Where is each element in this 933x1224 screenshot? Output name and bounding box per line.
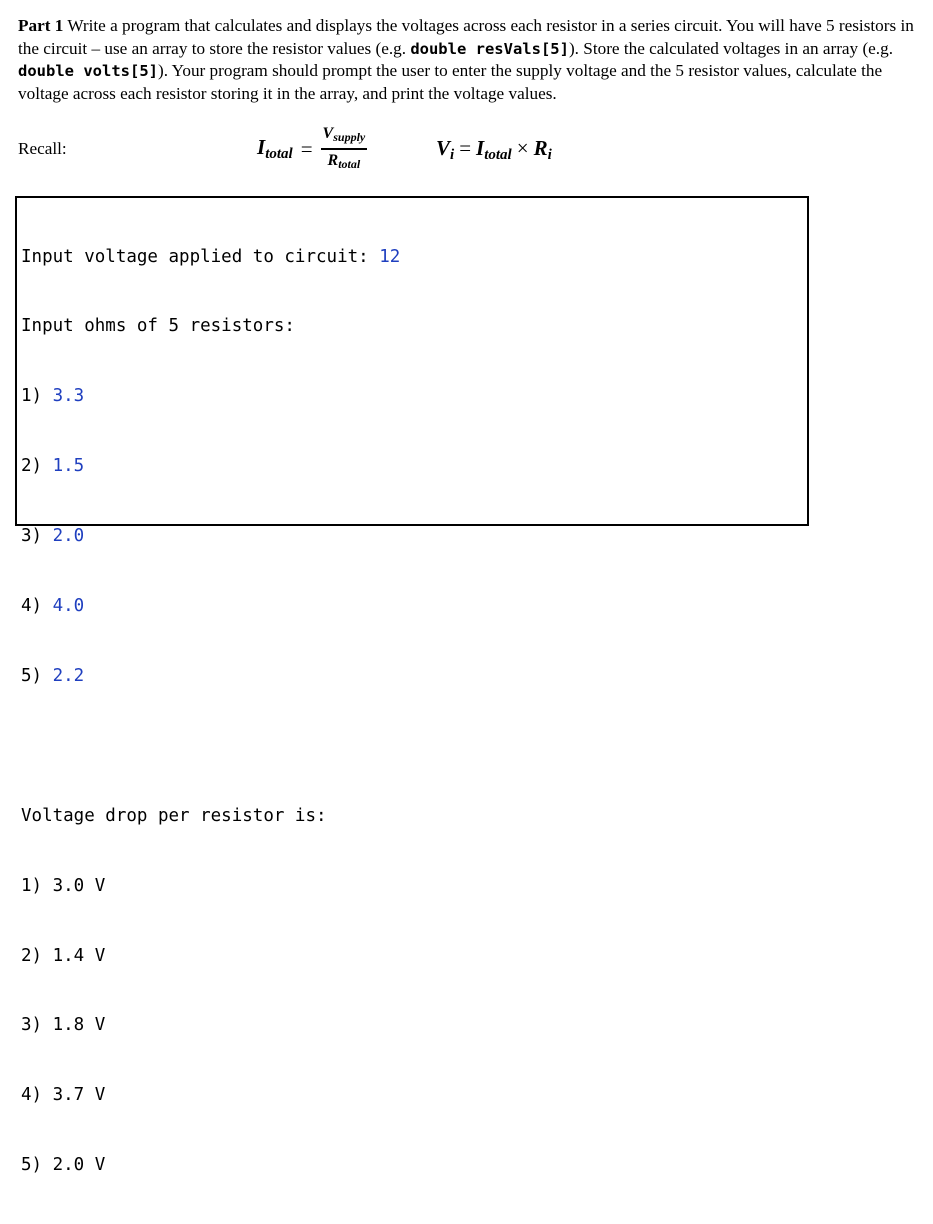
resistor-value: 3.3 — [52, 386, 85, 407]
fraction-numerator: $V_{supply}$ — [322, 125, 366, 145]
equals-sign-2: = — [459, 136, 472, 160]
voltage-drop-line: 4) 3.7 V — [21, 1085, 106, 1106]
blank-line — [21, 735, 400, 758]
voltage-drop-header: Voltage drop per resistor is: — [21, 805, 327, 826]
voltage-drop-line: 1) 3.0 V — [21, 875, 106, 896]
resistance-symbol: $R_i$ — [533, 136, 552, 163]
current-symbol: $I_{total}$ — [257, 135, 293, 162]
total-current-symbol: $I_{total}$ — [476, 136, 512, 163]
resistor-input-line: 5) 2.2 — [21, 665, 85, 686]
voltage-input-value: 12 — [379, 246, 401, 267]
resistor-value: 2.2 — [52, 665, 85, 686]
resistor-value: 1.5 — [52, 456, 85, 477]
fraction-bar — [321, 148, 368, 149]
code-resvals: double resVals[5] — [410, 39, 569, 58]
paragraph-text-2: ). Store the calculated voltages in an array (e.g. — [568, 38, 893, 58]
recall-label: Recall: — [18, 139, 67, 158]
ohms-prompt: Input ohms of 5 resistors: — [21, 316, 295, 337]
resistor-input-line: 2) 1.5 — [21, 456, 85, 477]
resistor-input-line: 3) 2.0 — [21, 526, 85, 547]
fraction — [321, 125, 368, 172]
resistor-value: 4.0 — [52, 596, 85, 617]
console-text — [21, 199, 400, 1224]
assignment-paragraph — [18, 15, 923, 105]
current-equation — [257, 126, 367, 172]
voltage-drop-line: 5) 2.0 V — [21, 1155, 106, 1176]
resistor-input-line: 4) 4.0 — [21, 596, 85, 617]
voltage-symbol: $V_i$ — [436, 136, 455, 163]
fraction-denominator: $R_{total}$ — [327, 151, 361, 171]
part-heading: Part 1 — [18, 16, 64, 35]
paragraph-text-1: Write a program that calculates and displays the voltages across each resistor in a series circuit. You will have 5 resistors in the circuit – use an array to store the resistor values (e.g. — [18, 16, 914, 58]
voltage-prompt: Input voltage applied to circuit: — [21, 246, 380, 267]
resistor-input-line: 1) 3.3 — [21, 386, 85, 407]
times-sign: × — [516, 136, 529, 160]
paragraph-text-3: ). Your program should prompt the user to enter the supply voltage and the 5 resistor values, calculate the voltage across each resistor storing it in the array, and print the voltage values. — [18, 61, 883, 103]
console-output-box — [15, 196, 809, 1176]
equals-sign: = — [300, 136, 313, 161]
voltage-prompt-line — [21, 246, 400, 269]
resistor-value: 2.0 — [52, 526, 85, 547]
voltage-drop-line: 2) 1.4 V — [21, 945, 106, 966]
voltage-equation — [436, 136, 552, 164]
voltage-drop-line: 3) 1.8 V — [21, 1015, 106, 1036]
code-volts: double volts[5] — [18, 62, 158, 80]
